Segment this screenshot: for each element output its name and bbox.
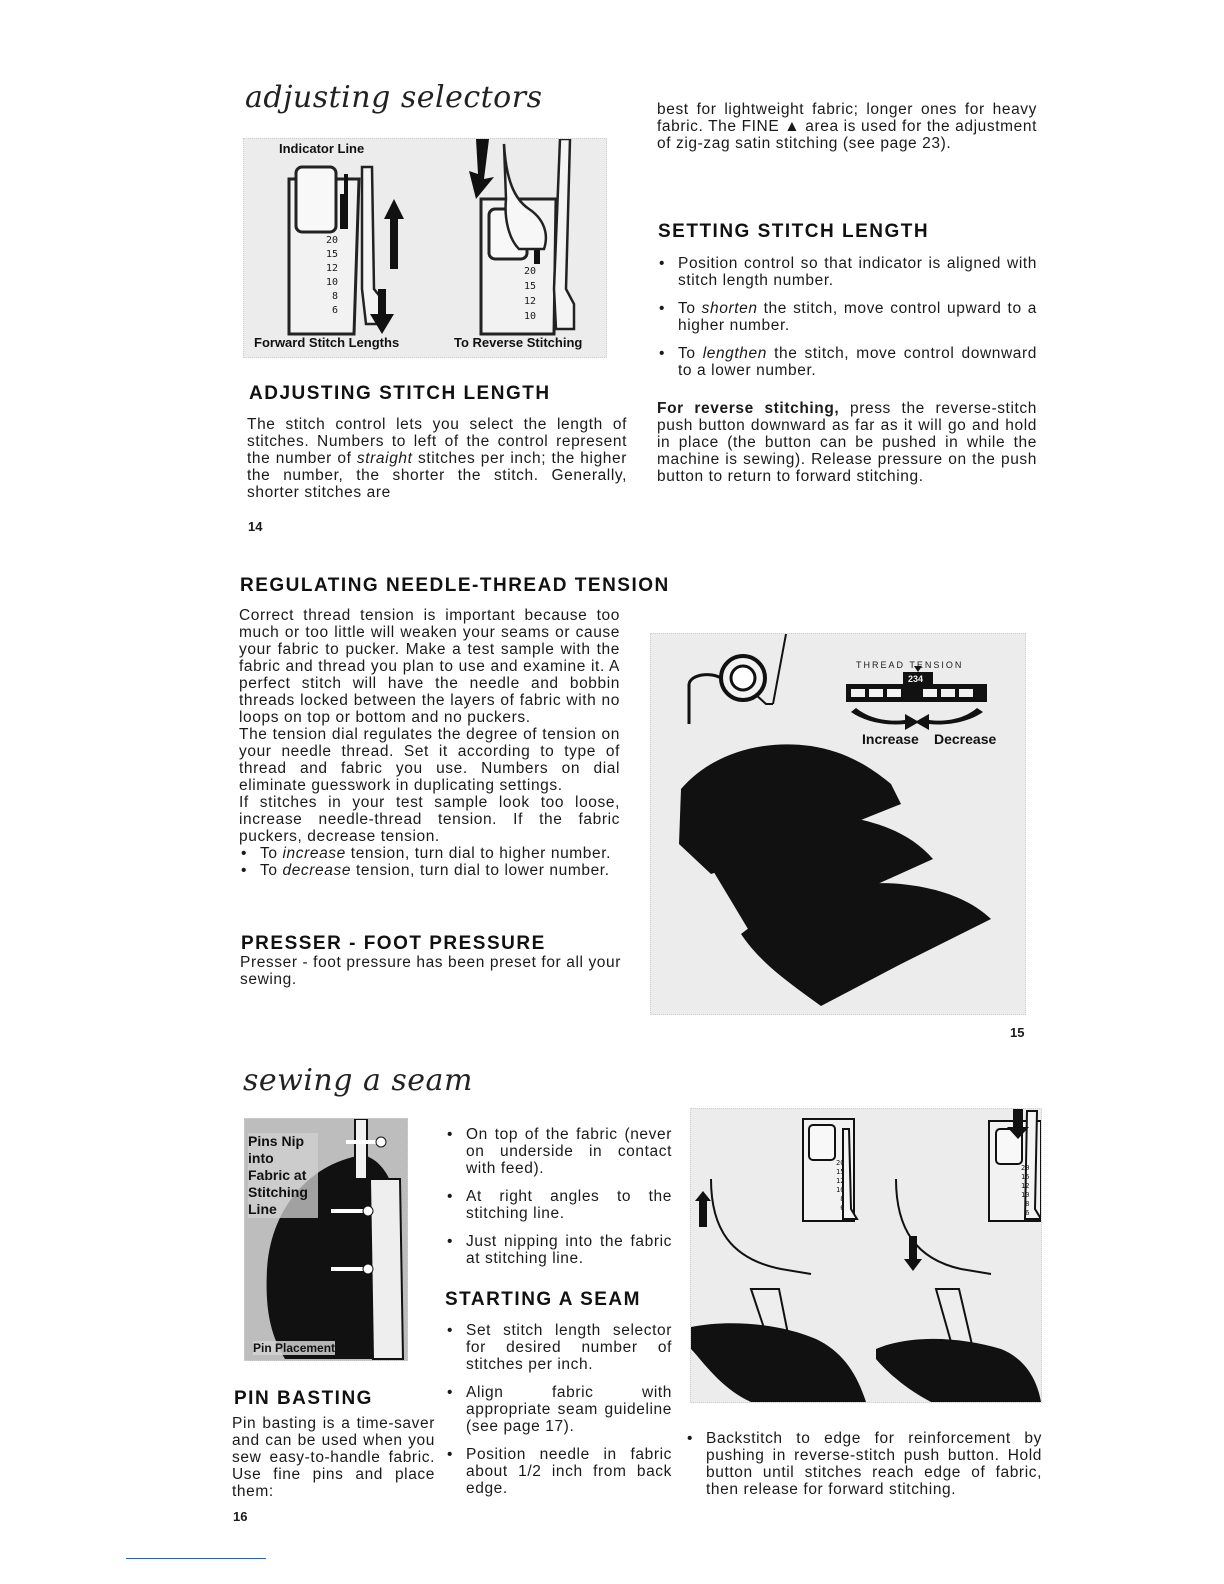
tension-dial-value: 234 (908, 674, 924, 684)
scale-tick: 12 (524, 296, 537, 307)
text-segment: To (678, 345, 703, 362)
scale-tick: 15 (1021, 1173, 1030, 1181)
scale-tick: 6 (840, 1204, 845, 1212)
scale-tick: 20 (326, 235, 339, 246)
scale-tick: 10 (1021, 1191, 1030, 1199)
stitch-selector-illustration (244, 139, 606, 357)
text-segment: increase (282, 845, 346, 862)
adjusting-stitch-length-heading: ADJUSTING STITCH LENGTH (249, 383, 551, 404)
needle-thread-tension-heading: REGULATING NEEDLE-THREAD TENSION (240, 575, 670, 596)
text-segment: To (678, 300, 702, 317)
page-title-adjusting-selectors: adjusting selectors (245, 80, 543, 115)
text-segment: To (260, 862, 283, 879)
presser-foot-text: Presser - foot pressure has been preset for all your sewing. (240, 954, 621, 988)
thread-tension-figure (650, 633, 1026, 1015)
text-segment: tension, turn dial to higher number. (345, 845, 612, 862)
scale-tick: 12 (836, 1177, 845, 1185)
adjusting-stitch-length-text (247, 416, 627, 501)
scale-tick: 15 (326, 249, 339, 260)
scale-tick: 20 (524, 266, 537, 277)
setting-bullet-2 (657, 300, 1037, 334)
pin-basting-list (445, 1126, 672, 1278)
decrease-label: Decrease (934, 731, 997, 747)
thread-tension-illustration (651, 634, 1025, 1014)
fine-area-text: best for lightweight fabric; longer ones for heavy fabric. The FINE ▲ area is used for the adjustment of zig-zag satin stitching (see page 23). (657, 101, 1037, 152)
setting-stitch-length-list (657, 255, 1037, 390)
pin-bullet-2: • At right angles to the stitching line. (445, 1188, 672, 1222)
start-bullet-1: • Set stitch length selector for desired number of stitches per inch. (445, 1322, 672, 1373)
text-segment: decrease (282, 862, 352, 879)
reverse-stitching-label: To Reverse Stitching (454, 335, 583, 350)
backstitch-illustration (691, 1109, 1041, 1402)
paragraph: The tension dial regulates the degree of tension on your needle thread. Set it according to type of thread and fabric you use. Numbers on dial eliminate guesswork in duplicating settings. (239, 726, 620, 794)
reverse-scale (524, 264, 536, 324)
footer-rule (126, 1558, 266, 1559)
forward-stitch-lengths-label: Forward Stitch Lengths (254, 335, 400, 350)
paragraph: If stitches in your test sample look too loose, increase needle-thread tension. If the fabric puckers, decrease tension. (239, 794, 620, 845)
backstitch-figure (690, 1108, 1042, 1403)
thread-tension-dial-title: THREAD TENSION (856, 660, 964, 670)
setting-bullet-1: • Position control so that indicator is aligned with stitch length number. (657, 255, 1037, 289)
pin-bullet-1: • On top of the fabric (never on underside in contact with feed). (445, 1126, 672, 1177)
text-segment: stitches per inch; the higher the number, the shorter the stitch. Generally, shorter stitches are (247, 450, 627, 501)
page-number-16: 16 (233, 1509, 248, 1524)
start-bullet-3: • Position needle in fabric about 1/2 inch from back edge. (445, 1446, 672, 1497)
pin-basting-heading: PIN BASTING (234, 1388, 373, 1409)
stitch-scale-right (1021, 1164, 1029, 1218)
setting-stitch-length-heading: SETTING STITCH LENGTH (658, 221, 930, 242)
text-segment: the stitch, move control upward to a higher number. (678, 300, 1037, 334)
setting-bullet-3 (657, 345, 1037, 379)
start-bullet-2: • Align fabric with appropriate seam guideline (see page 17). (445, 1384, 672, 1435)
scale-tick: 12 (1021, 1182, 1030, 1190)
page-number-14: 14 (248, 519, 263, 534)
scale-tick: 10 (836, 1186, 845, 1194)
scale-tick: 20 (1021, 1164, 1030, 1172)
presser-foot-pressure-heading: PRESSER - FOOT PRESSURE (241, 933, 546, 954)
text-segment: lengthen (702, 345, 767, 362)
scale-tick: 20 (836, 1159, 845, 1167)
page-number-15: 15 (1010, 1025, 1025, 1040)
scale-tick: 6 (332, 305, 339, 316)
tension-bullet-1 (239, 845, 620, 862)
tension-bullet-2 (239, 862, 620, 879)
pins-nip-label: Pins Nip into Fabric at Stitching Line (248, 1133, 318, 1218)
scale-tick: 8 (840, 1195, 845, 1203)
starting-seam-list (445, 1322, 672, 1508)
page-title-sewing-a-seam: sewing a seam (243, 1063, 473, 1098)
scale-tick: 6 (1025, 1209, 1030, 1217)
increase-label: Increase (862, 731, 919, 747)
pin-bullet-3: • Just nipping into the fabric at stitching line. (445, 1233, 672, 1267)
scale-tick: 10 (326, 277, 339, 288)
text-segment: For reverse stitching, (657, 400, 840, 417)
stitch-scale-left (836, 1159, 844, 1213)
text-segment: shorten (701, 300, 758, 317)
stitch-selector-figure (243, 138, 607, 358)
backstitch-bullet: • Backstitch to edge for reinforcement by pushing in reverse-stitch push button. Hold button until stitches reach edge of fabric, then release for forward stitching. (685, 1430, 1042, 1498)
paragraph: Correct thread tension is important because too much or too little will weaken your seams or cause your fabric to pucker. Make a test sample with the fabric and thread you plan to use and examine it. A perfect stitch will have the needle and bobbin threads locked between the layers of fabric with no loops on top or bottom and no puckers. (239, 607, 620, 726)
starting-a-seam-heading: STARTING A SEAM (445, 1289, 641, 1310)
text-segment: the stitch, move control downward to a lower number. (678, 345, 1037, 379)
backstitch-list (685, 1430, 1042, 1509)
text-segment: straight (356, 450, 413, 467)
tension-text (239, 607, 620, 879)
scale-tick: 12 (326, 263, 339, 274)
scale-tick: 8 (332, 291, 339, 302)
reverse-stitching-text (657, 400, 1037, 485)
pin-basting-text: Pin basting is a time-saver and can be used when you sew easy-to-handle fabric. Use fine pins and place them: (232, 1415, 435, 1500)
scale-tick: 15 (524, 281, 537, 292)
forward-scale (326, 234, 338, 318)
text-segment: To (260, 845, 283, 862)
indicator-line-label: Indicator Line (279, 141, 365, 156)
scale-tick: 15 (836, 1168, 845, 1176)
text-segment: The stitch control lets you select the length of stitches. Numbers to left of the control represent the number of (247, 416, 627, 467)
pin-placement-figure (244, 1118, 408, 1361)
text-segment: tension, turn dial to lower number. (351, 862, 610, 879)
scale-tick: 10 (524, 311, 537, 322)
scale-tick: 8 (1025, 1200, 1030, 1208)
pin-placement-label: Pin Placement (253, 1341, 336, 1355)
text-segment: press the reverse-stitch push button downward as far as it will go and hold in place (the button can be pushed in while the machine is sewing). Release pressure on the push button to return to forward stitching. (657, 400, 1037, 485)
